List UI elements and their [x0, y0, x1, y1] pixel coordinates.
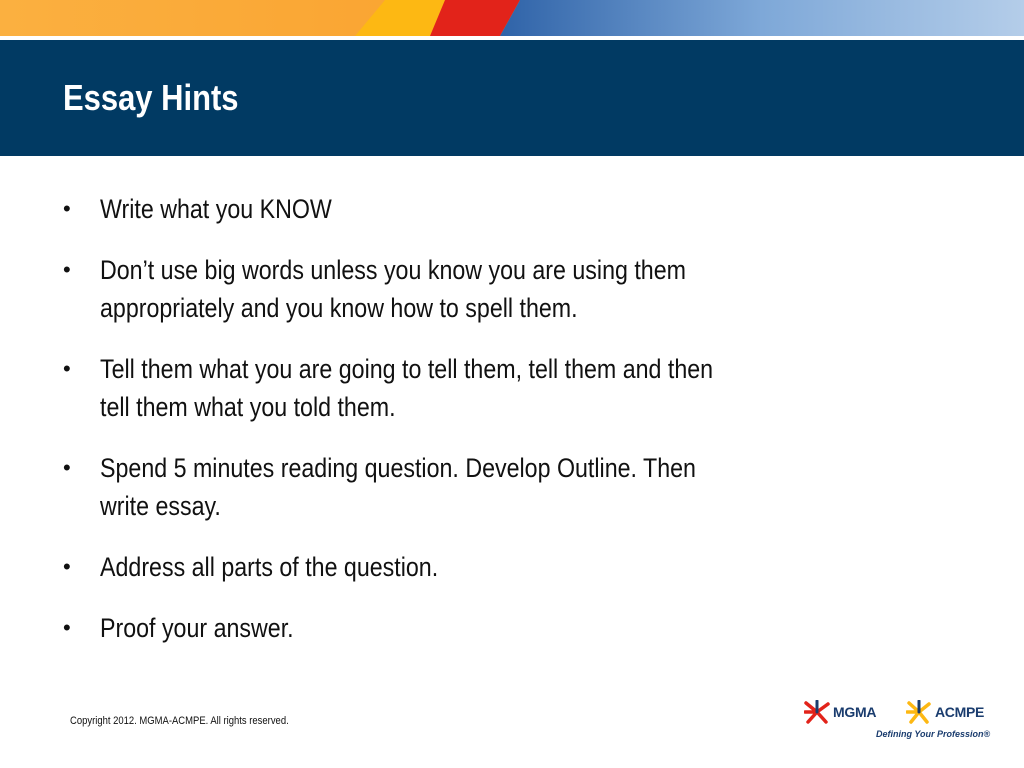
bullet-marker: •	[63, 257, 71, 282]
acmpe-logo	[906, 700, 984, 724]
slide-title: Essay Hints	[63, 77, 239, 118]
bullet-item	[63, 548, 823, 586]
bullet-item	[63, 251, 823, 327]
acmpe-starburst-icon	[906, 700, 932, 724]
bullet-text: Address all parts of the question.	[100, 552, 439, 582]
bullet-marker: •	[63, 615, 71, 640]
mgma-logo-text: MGMA	[833, 704, 877, 720]
bullet-text: Don’t use big words unless you know you are using them appropriately and you know how to spell them.	[100, 255, 686, 323]
bullet-marker: •	[63, 356, 71, 381]
mgma-logo	[804, 700, 876, 724]
bullet-marker: •	[63, 455, 71, 480]
top-banner	[0, 0, 1024, 36]
bullet-text: Proof your answer.	[100, 613, 294, 643]
bullet-text: Tell them what you are going to tell them, tell them and then tell them what you told them.	[100, 354, 714, 422]
bullet-item	[63, 350, 823, 426]
bullet-item	[63, 609, 823, 647]
copyright-notice: Copyright 2012. MGMA-ACMPE. All rights reserved.	[70, 715, 289, 727]
acmpe-logo-text: ACMPE	[935, 704, 985, 720]
footer-logos	[800, 692, 990, 746]
tagline: Defining Your Profession®	[876, 729, 991, 739]
bullet-text: Write what you KNOW	[100, 194, 332, 224]
bullet-item	[63, 190, 823, 228]
top-banner-graphic	[0, 0, 1024, 36]
mgma-starburst-icon	[804, 700, 830, 724]
bullet-item	[63, 449, 823, 525]
bullet-marker: •	[63, 196, 71, 221]
bullet-text: Spend 5 minutes reading question. Develop Outline. Then write essay.	[100, 453, 696, 521]
bullet-marker: •	[63, 554, 71, 579]
bullet-list	[63, 190, 823, 670]
